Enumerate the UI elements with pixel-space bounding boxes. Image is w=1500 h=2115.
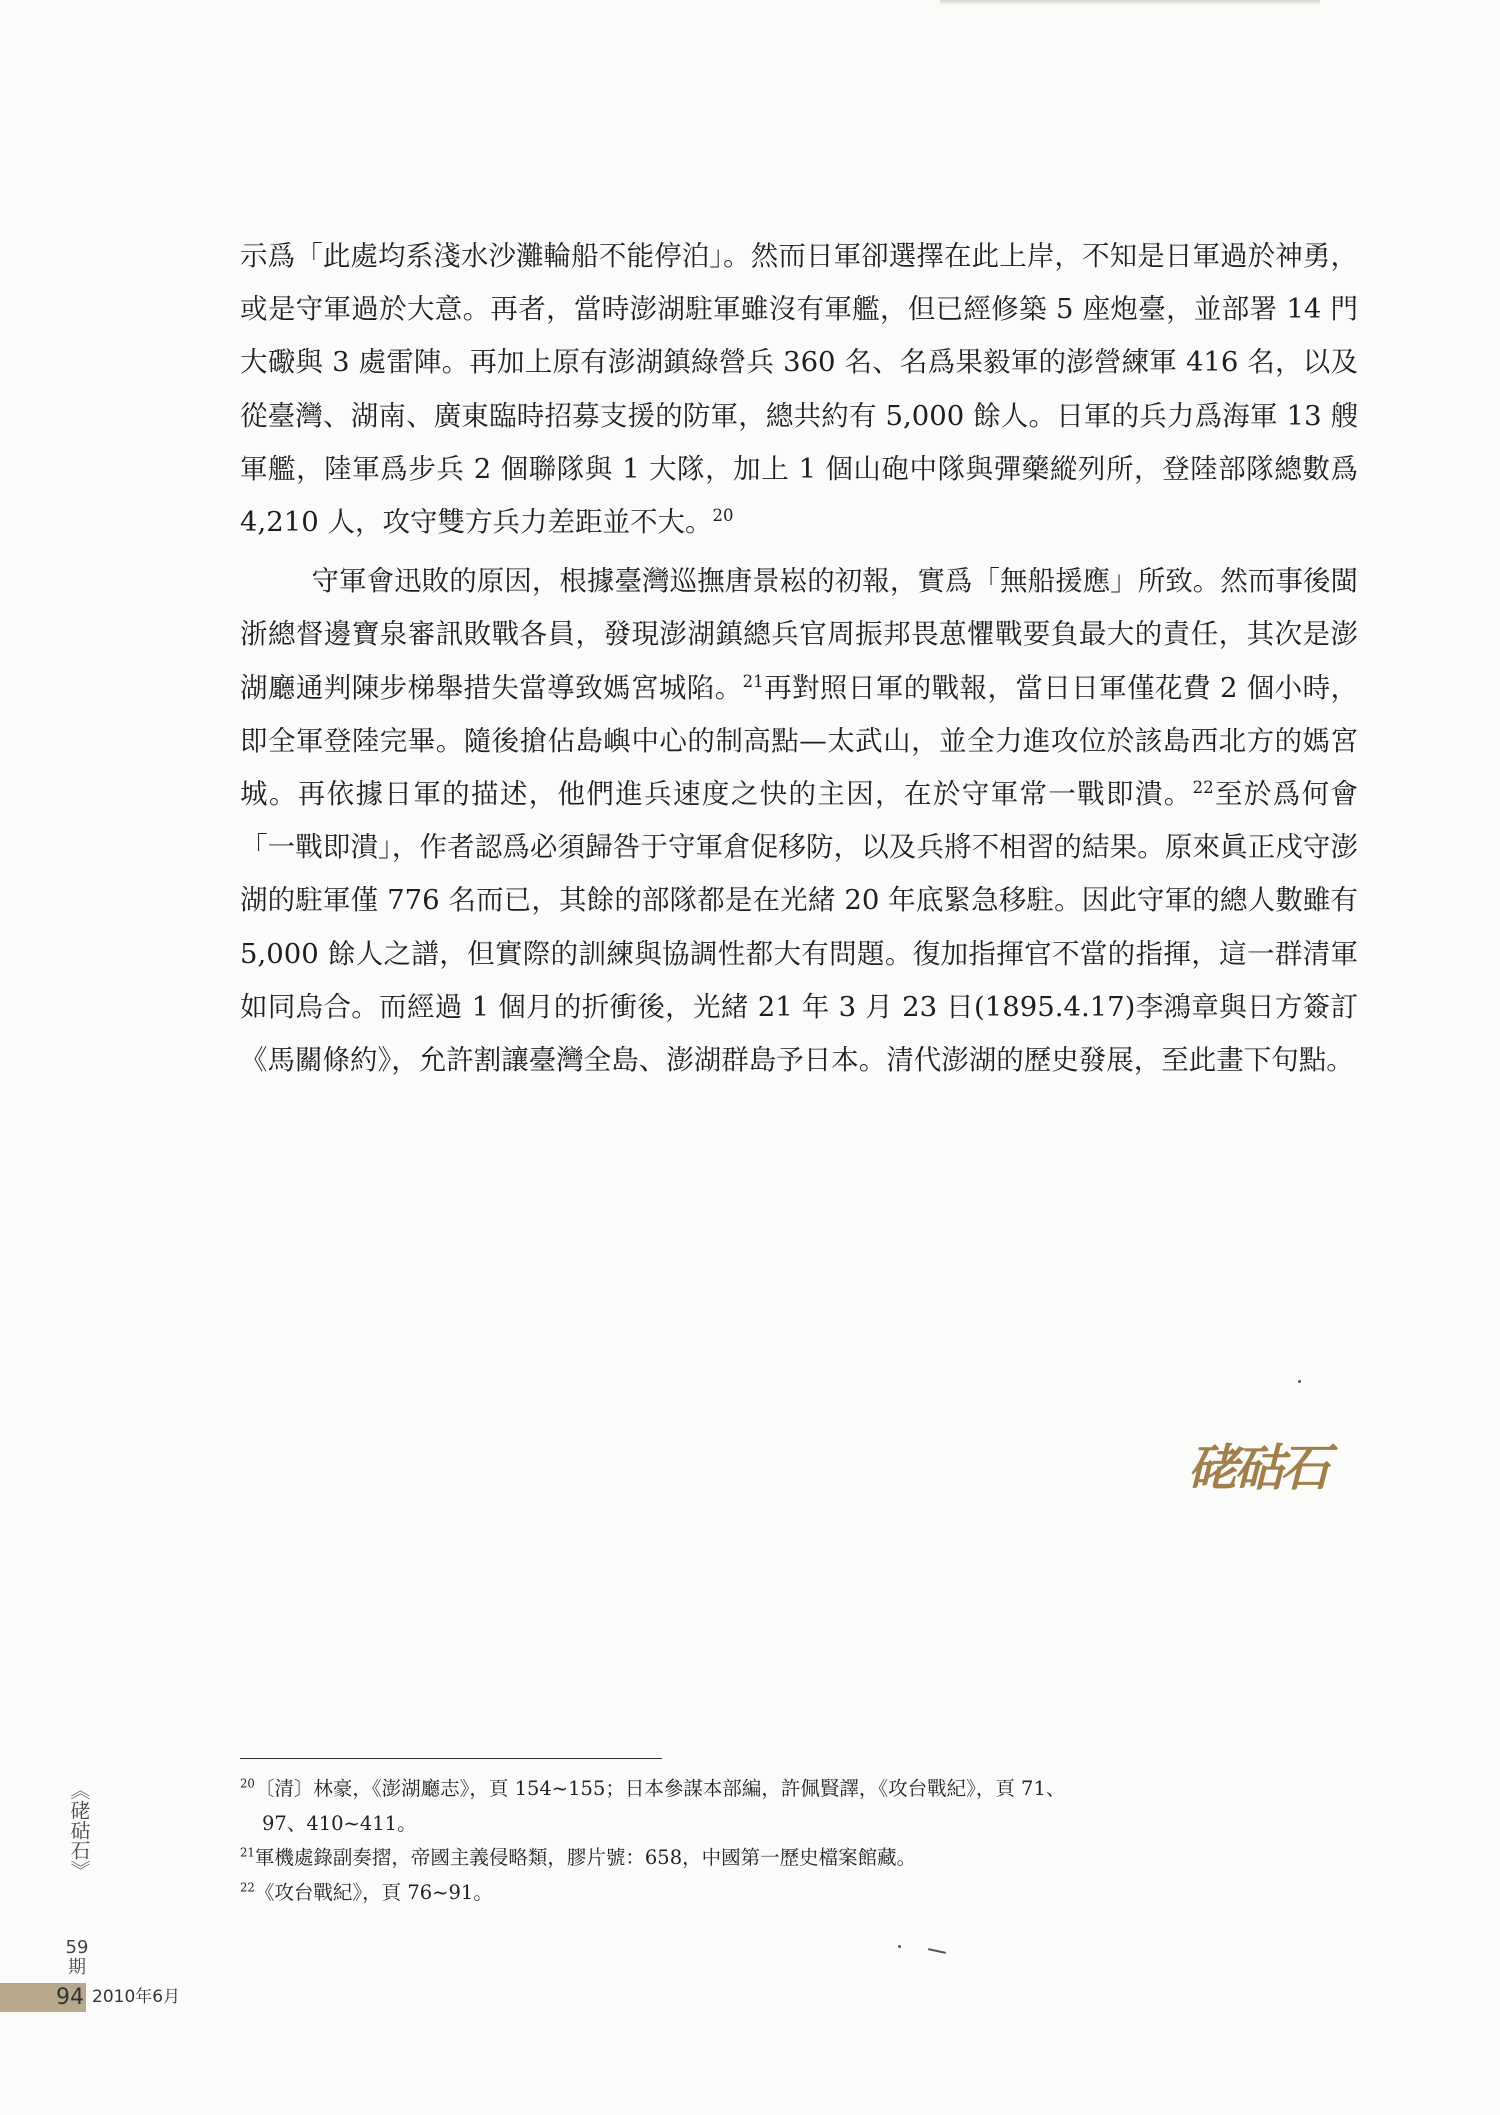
footnote-divider [240, 1758, 662, 1759]
paragraph-1 [240, 230, 1358, 549]
article-body [240, 230, 1358, 1087]
footnote-ref-20: 20 [712, 505, 734, 525]
footnote-number: 20 [240, 1776, 255, 1791]
footnote-20 [240, 1772, 1358, 1807]
paragraph-1-text: 示爲「此處均系淺水沙灘輪船不能停泊」。然而日軍卻選擇在此上岸，不知是日軍過於神勇，或是守軍過於大意。再者，當時澎湖駐軍雖沒有軍艦，但已經修築 5 座炮臺，並部署 14 門大礮與 3 處雷陣。再加上原有澎湖鎮綠營兵 360 名、名爲果毅軍的澎營練軍 416 名，以及從臺灣、湖南、廣東臨時招募支援的防軍，總共約有 5,000 餘人。日軍的兵力爲海軍 13 艘軍艦，陸軍爲步兵 2 個聯隊與 1 大隊，加上 1 個山砲中隊與彈藥縱列所，登陸部隊總數爲 4,210 人，攻守雙方兵力差距並不大。 [240, 240, 1358, 539]
speck [898, 1945, 901, 1948]
issue-date: 2010年6月 [92, 1987, 181, 2007]
footnotes [240, 1772, 1358, 1910]
footnote-number: 21 [240, 1845, 255, 1860]
footnote-ref-22: 22 [1192, 777, 1214, 797]
page-number: 94 [56, 1985, 84, 2010]
speck [1298, 1380, 1301, 1383]
top-edge-mark [940, 0, 1320, 5]
speck [928, 1948, 946, 1954]
footnote-22 [240, 1876, 1358, 1911]
journal-logo: 硓𥑮石 [1188, 1438, 1326, 1497]
footnote-number: 22 [240, 1880, 255, 1894]
footnote-ref-21: 21 [742, 671, 764, 691]
paragraph-2 [240, 555, 1358, 1087]
footnote-text: 軍機處錄副奏摺，帝國主義侵略類，膠片號：658，中國第一歷史檔案館藏。 [254, 1846, 917, 1869]
journal-name: 《硓𥑮石》 [67, 1780, 91, 1880]
paragraph-2-text-c: 至於爲何會「一戰即潰」，作者認爲必須歸咎于守軍倉促移防，以及兵將不相習的結果。原來眞正戍守澎湖的駐軍僅 776 名而已，其餘的部隊都是在光緒 20 年底緊急移駐。因此守軍的總人數雖有 5,000 餘人之譜，但實際的訓練與協調性都大有問題。復加指揮官不當的指揮，這一群清軍如同烏合。而經過 1 個月的折衝後，光緒 21 年 3 月 23 日(1895.4.17)李鴻章與日方簽訂《馬關條約》，允許割讓臺灣全島、澎湖群島予日本。清代澎湖的歷史發展，至此畫下句點。 [240, 778, 1358, 1077]
paragraph-2-text-b: 再對照日軍的戰報，當日日軍僅花費 2 個小時，即全軍登陸完畢。隨後搶佔島嶼中心的制高點—太武山，並全力進攻位於該島西北方的媽宮城。再依據日軍的描述，他們進兵速度之快的主因，在於守軍常一戰即潰。 [240, 671, 1358, 811]
footnote-21 [240, 1841, 1358, 1876]
footnote-20-continued: 97、410~411。 [262, 1811, 417, 1835]
issue-number: 59期 [65, 1937, 89, 1978]
paragraph-2-text-a: 守軍會迅敗的原因，根據臺灣巡撫唐景崧的初報，實爲「無船援應」所致。然而事後閩浙總督邊寶泉審訊敗戰各員，發現澎湖鎮總兵官周振邦畏葸懼戰要負最大的責任，其次是澎湖廳通判陳步梯舉措失當導致媽宮城陷。 [240, 565, 1358, 704]
footnote-text: 〔清〕林豪，《澎湖廳志》，頁 154~155；日本參謀本部編，許佩賢譯，《攻台戰紀》，頁 71、 [254, 1777, 1066, 1800]
footnote-text: 《攻台戰紀》，頁 76~91。 [254, 1880, 493, 1904]
